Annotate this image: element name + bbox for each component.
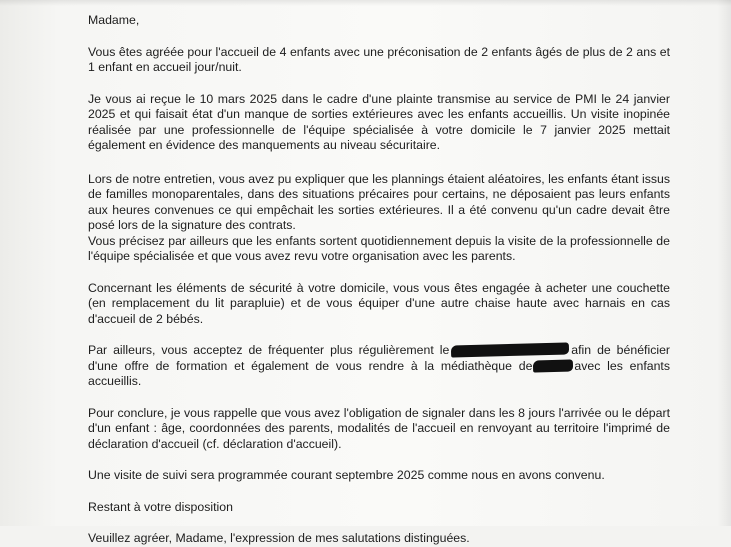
paragraph-complaint: Je vous ai reçue le 10 mars 2025 dans le cadre d'une plainte transmise au service de PMI le 24 janvier 2025 et qui faisait état d'un manque de sorties extérieures avec les enfants accueillis. Un visite inopinée réalisée par une professionnelle de l'équipe spécialisée à votre domicile le 7 janvier 2025 mettait également en évidence des manquements au niveau sécuritaire. <box>88 91 670 152</box>
paragraph-obligation: Pour conclure, je vous rappelle que vous avez l'obligation de signaler dans les 8 jours l'arrivée ou le départ d'un enfant : âge, coordonnées des parents, modalités de l'accueil en renvoyant au territoire l'imprimé de déclaration d'accueil (cf. déclaration d'accueil). <box>88 405 670 451</box>
training-text-part1: Par ailleurs, vous acceptez de fréquenter plus régulièrement le <box>88 343 450 357</box>
page-right-shadow <box>717 0 731 526</box>
redacted-name-1 <box>451 342 569 357</box>
paragraph-outings: Vous précisez par ailleurs que les enfants sortent quotidiennement depuis la visite de la professionnelle de l'équipe spécialisée et que vous avez revu votre organisation avec les parents. <box>88 233 670 263</box>
salutation: Madame, <box>88 13 140 27</box>
paragraph-availability: Restant à votre disposition <box>88 499 233 514</box>
closing-formula: Veuillez agréer, Madame, l'expression de mes salutations distinguées. <box>88 531 470 545</box>
training-text-part3: avec les enfants accueillis. <box>88 358 670 388</box>
page-top-shadow <box>0 0 731 6</box>
letter-body <box>88 13 670 547</box>
paragraph-approval: Vous êtes agréée pour l'accueil de 4 enfants avec une préconisation de 2 enfants âgés de plus de 2 ans et 1 enfant en accueil jour/nuit. <box>88 44 670 74</box>
redacted-name-2 <box>533 359 573 372</box>
training-text-part2: afin de bénéficier d'une offre de formation et également de vous rendre à la médiathèque de <box>88 343 671 373</box>
paragraph-interview: Lors de notre entretien, vous avez pu expliquer que les plannings étaient aléatoires, les enfants étant issus de familles monoparentales, dans des situations précaires pour certains, ne déposaient pas leurs enfants aux heures convenues ce qui empêchait les sorties extérieures. Il a été convenu qu'un cadre devait être posé lors de la signature des contrats. <box>88 171 670 232</box>
paragraph-followup: Une visite de suivi sera programmée courant septembre 2025 comme nous en avons convenu. <box>88 468 605 482</box>
paragraph-safety: Concernant les éléments de sécurité à votre domicile, vous vous êtes engagée à acheter une couchette (en remplacement du lit parapluie) et de vous équiper d'une autre chaise haute avec harnais en cas d'accueil de 2 bébés. <box>88 280 670 326</box>
paragraph-training <box>88 343 670 390</box>
